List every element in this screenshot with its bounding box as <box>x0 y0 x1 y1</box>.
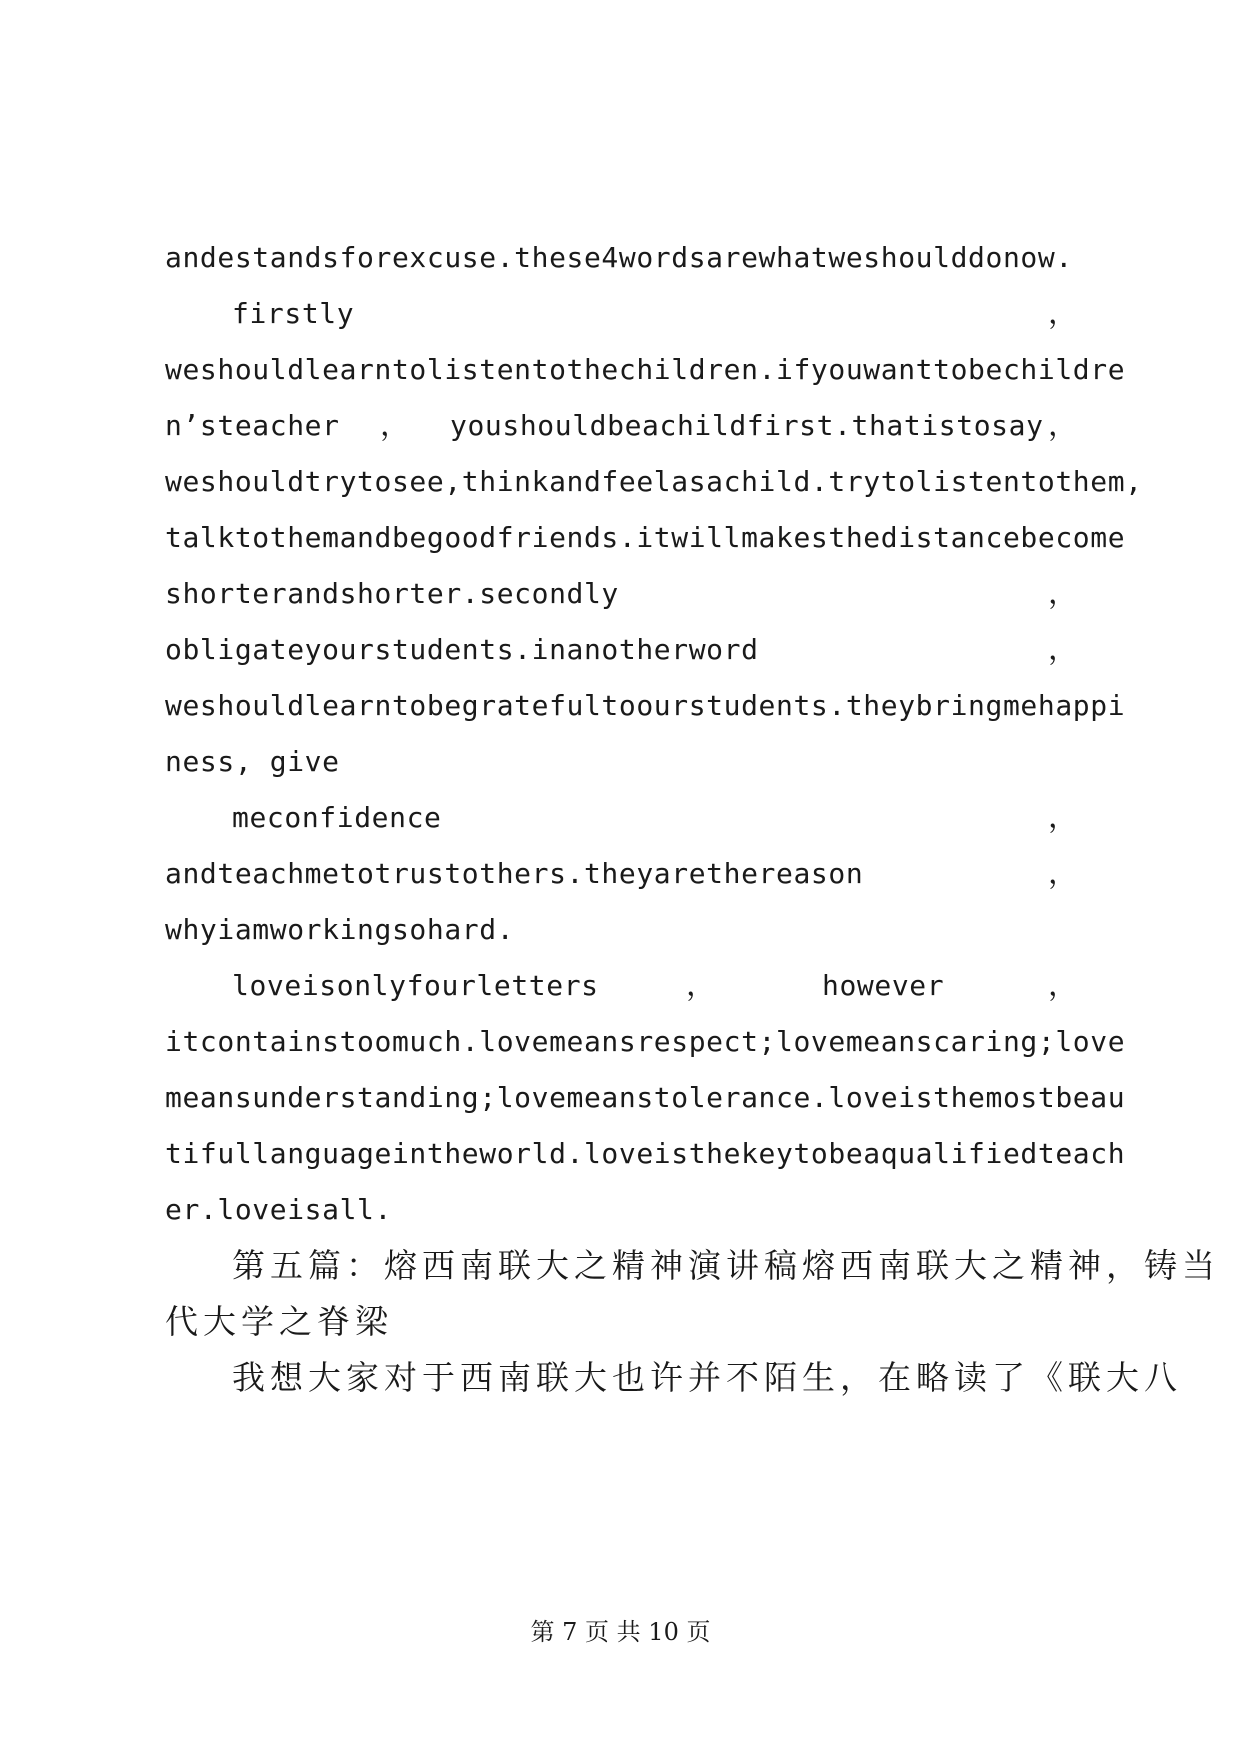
text-line: meconfidence <box>232 801 442 834</box>
text-line: shorterandshorter.secondly <box>165 577 619 610</box>
text-line: weshouldlearntolistentothechildren.ifyouwanttobechildre <box>165 353 1126 386</box>
comma: ， <box>1048 632 1078 667</box>
text-line: er.loveisall. <box>165 1193 392 1226</box>
text-line: whyiamworkingsohard. <box>165 913 515 946</box>
text-line: obligateyourstudents.inanotherword <box>165 633 759 666</box>
page-footer: 第 7 页 共 10 页 <box>530 1618 711 1646</box>
text-line: meansunderstanding;lovemeanstolerance.loveisthemostbeau <box>165 1081 1126 1114</box>
text-line: firstly <box>232 297 355 330</box>
comma: ， <box>686 968 716 1003</box>
text-line: weshouldtrytosee,thinkandfeelasachild.trytolistentothem, <box>165 465 1143 498</box>
text-line: talktothemandbegoodfriends.itwillmakesthedistancebecome <box>165 521 1126 554</box>
text-line: weshouldlearntobegratefultoourstudents.theybringmehappi <box>165 689 1126 722</box>
comma: ， <box>1048 968 1078 1003</box>
comma: ， <box>380 408 410 443</box>
comma: ， <box>1048 856 1078 891</box>
text-line: youshouldbeachildfirst.thatistosay <box>450 409 1044 442</box>
text-line: n’steacher <box>165 409 340 442</box>
comma: ， <box>1048 576 1078 611</box>
text-line: itcontainstoomuch.lovemeansrespect;lovemeanscaring;love <box>165 1025 1126 1058</box>
paragraph-line: 我想大家对于西南联大也许并不陌生，在略读了《联大八 <box>232 1358 1182 1397</box>
comma: ， <box>1048 800 1078 835</box>
comma: ， <box>1048 296 1078 331</box>
text-line: andteachmetotrustothers.theyarethereason <box>165 857 864 890</box>
text-line: however <box>822 969 945 1002</box>
section-heading-cont: 代大学之脊梁 <box>165 1302 393 1341</box>
text-line: ness, give <box>165 745 340 778</box>
text-line: tifullanguageintheworld.loveisthekeytobeaqualifiedteach <box>165 1137 1126 1170</box>
text-line: loveisonlyfourletters <box>232 969 599 1002</box>
text-line: andestandsforexcuse.these4wordsarewhatweshoulddonow. <box>165 241 1073 274</box>
comma: ， <box>1048 408 1078 443</box>
section-heading: 第五篇：熔西南联大之精神演讲稿熔西南联大之精神，铸当 <box>232 1246 1220 1285</box>
